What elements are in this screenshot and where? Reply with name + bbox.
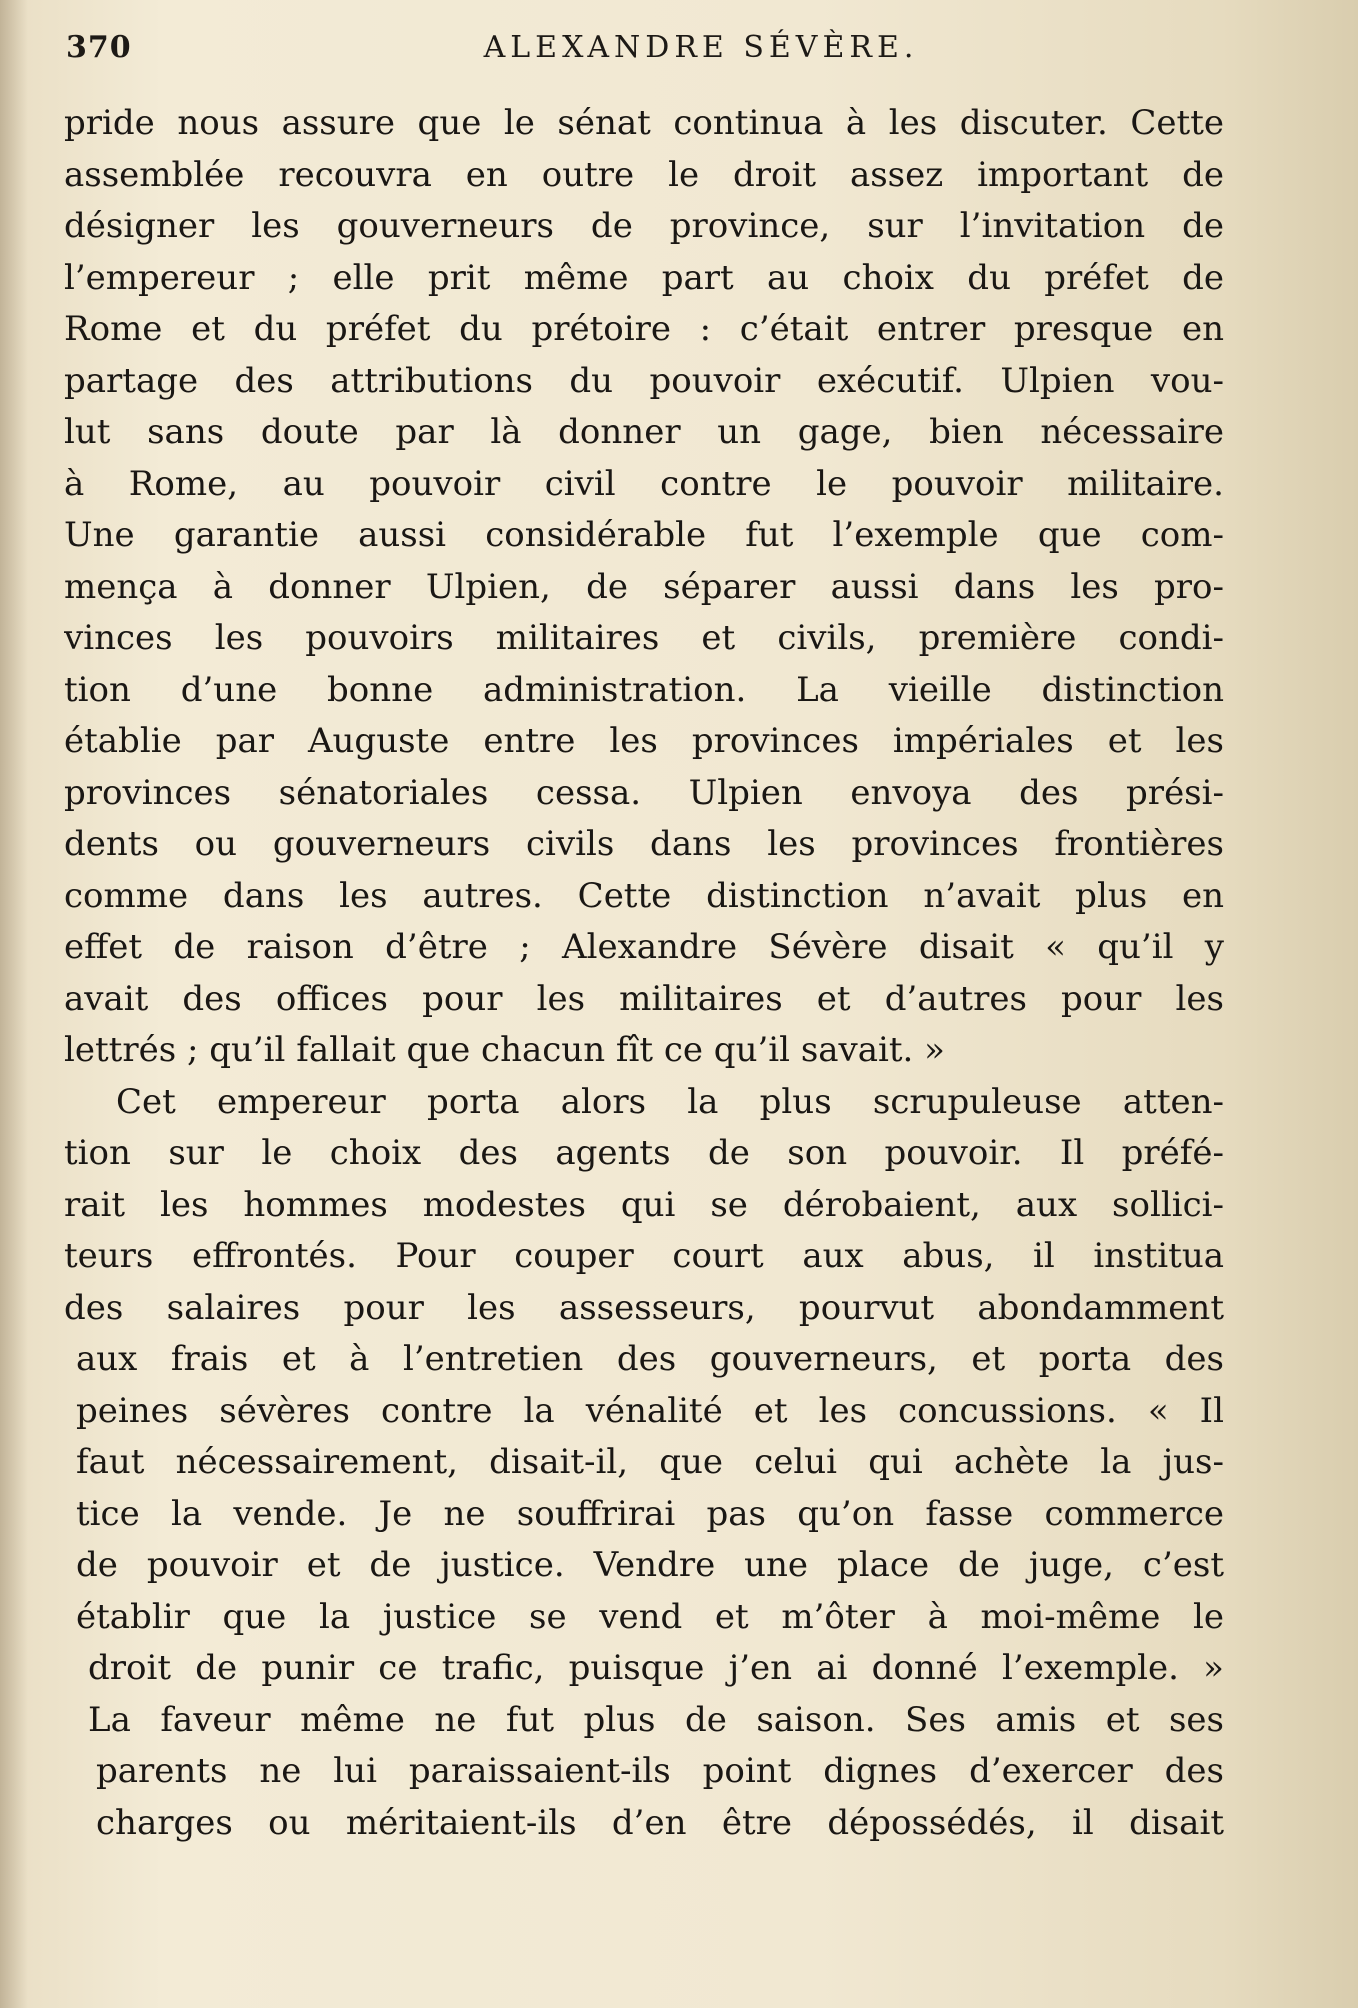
text-line: de pouvoir et de justice. Vendre une place de juge, c’est xyxy=(76,1545,1224,1585)
body-text xyxy=(64,98,1224,1849)
text-line: provinces sénatoriales cessa. Ulpien envoya des prési- xyxy=(64,772,1224,813)
spine-shadow xyxy=(0,0,28,2008)
text-line: teurs effrontés. Pour couper court aux abus, il institua xyxy=(64,1236,1224,1276)
text-line: aux frais et à l’entretien des gouverneurs, et porta des xyxy=(76,1339,1224,1379)
text-line: faut nécessairement, disait-il, que celui qui achète la jus- xyxy=(76,1442,1224,1482)
text-line: établie par Auguste entre les provinces impériales et les xyxy=(64,721,1224,761)
text-line: La faveur même ne fut plus de saison. Ses amis et ses xyxy=(88,1699,1224,1740)
text-line: des salaires pour les assesseurs, pourvut abondamment xyxy=(64,1287,1224,1328)
text-line: désigner les gouverneurs de province, sur l’invitation de xyxy=(64,206,1224,246)
text-line: lut sans doute par là donner un gage, bien nécessaire xyxy=(64,412,1224,452)
text-line: tion d’une bonne administration. La vieille distinction xyxy=(64,669,1224,710)
text-line: vinces les pouvoirs militaires et civils, première condi- xyxy=(64,618,1224,658)
paragraph-first-line: Cet empereur porta alors la plus scrupuleuse atten- xyxy=(116,1081,1224,1122)
text-line: à Rome, au pouvoir civil contre le pouvoir militaire. xyxy=(64,463,1224,504)
running-head xyxy=(66,30,1216,74)
text-line: l’empereur ; elle prit même part au choix du préfet de xyxy=(64,257,1224,298)
text-line: effet de raison d’être ; Alexandre Sévère disait « qu’il y xyxy=(64,927,1224,967)
text-line: partage des attributions du pouvoir exécutif. Ulpien vou- xyxy=(64,360,1224,401)
text-line: dents ou gouverneurs civils dans les provinces frontières xyxy=(64,824,1224,864)
text-line: pride nous assure que le sénat continua à les discuter. Cette xyxy=(64,103,1224,143)
page-number: 370 xyxy=(66,30,132,65)
text-line: comme dans les autres. Cette distinction n’avait plus en xyxy=(64,875,1224,916)
text-line: avait des offices pour les militaires et d’autres pour les xyxy=(64,978,1224,1019)
text-line: Une garantie aussi considérable fut l’exemple que com- xyxy=(64,515,1224,555)
text-line: tice la vende. Je ne souffrirai pas qu’on fasse commerce xyxy=(76,1493,1224,1534)
text-line: Rome et du préfet du prétoire : c’était entrer presque en xyxy=(64,309,1224,349)
text-line: assemblée recouvra en outre le droit assez important de xyxy=(64,154,1224,195)
text-line: parents ne lui paraissaient-ils point dignes d’exercer des xyxy=(96,1751,1224,1791)
text-line: peines sévères contre la vénalité et les concussions. « Il xyxy=(76,1390,1224,1431)
text-line: droit de punir ce trafic, puisque j’en ai donné l’exemple. » xyxy=(88,1648,1224,1688)
text-line: lettrés ; qu’il fallait que chacun fît ce qu’il savait. » xyxy=(64,1030,945,1070)
running-title: ALEXANDRE SÉVÈRE. xyxy=(483,30,919,65)
text-line: établir que la justice se vend et m’ôter à moi-même le xyxy=(76,1596,1224,1637)
text-line: mença à donner Ulpien, de séparer aussi dans les pro- xyxy=(64,566,1224,607)
text-line: rait les hommes modestes qui se dérobaient, aux sollici- xyxy=(64,1184,1224,1225)
text-line: charges ou méritaient-ils d’en être dépossédés, il disait xyxy=(96,1802,1224,1843)
text-line: tion sur le choix des agents de son pouvoir. Il préfé- xyxy=(64,1133,1224,1173)
